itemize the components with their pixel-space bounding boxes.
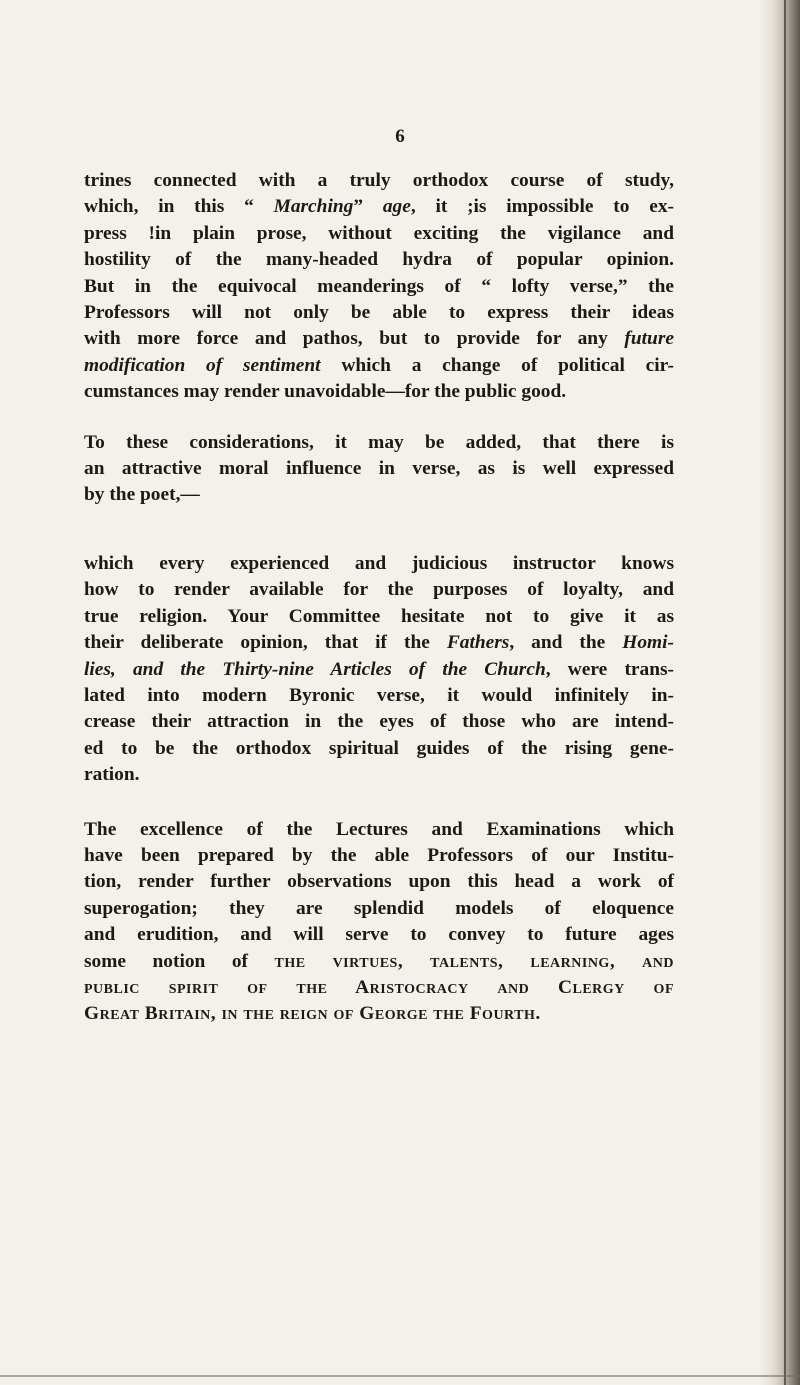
text-fragment: which a change of political cir- <box>320 354 674 376</box>
text-fragment: which, in this “ <box>84 196 274 218</box>
paragraph-3 <box>84 551 674 789</box>
text-fragment: some notion of <box>84 950 275 972</box>
page-number: 6 <box>395 126 405 147</box>
text-line: which every experienced and judicious instructor knows <box>84 552 674 574</box>
text-fragment: with more force and pathos, but to provide for any <box>84 328 625 350</box>
text-line: by the poet,— <box>84 484 200 506</box>
text-line: have been prepared by the able Professors of our Institu- <box>84 844 674 866</box>
text-line <box>84 353 674 379</box>
text-line: lated into modern Byronic verse, it would infinitely in- <box>84 684 674 706</box>
paragraph-1 <box>84 168 674 406</box>
text-line: Great Britain, in the reign of George the Fourth. <box>84 1003 541 1025</box>
text-line <box>84 194 674 220</box>
text-line: hostility of the many-headed hydra of popular opinion. <box>84 249 674 271</box>
text-line: crease their attraction in the eyes of those who are intend- <box>84 711 674 733</box>
italic-phrase-modification: modification of sentiment <box>84 354 321 376</box>
text-line: true religion. Your Committee hesitate not to give it as <box>84 605 674 627</box>
text-line <box>84 326 674 352</box>
italic-phrase-articles: lies, and the Thirty-nine Articles of the Church <box>84 658 546 680</box>
text-line: how to render available for the purposes of loyalty, and <box>84 579 674 601</box>
text-line: But in the equivocal meanderings of “ lofty verse,” the <box>84 275 674 297</box>
text-line: cumstances may render unavoidable—for the public good. <box>84 381 567 403</box>
italic-term-marching: Marching <box>273 196 354 218</box>
text-line: ed to be the orthodox spiritual guides of the rising gene- <box>84 737 674 759</box>
text-fragment: their deliberate opinion, that if the <box>84 632 447 654</box>
italic-term-age: age <box>382 196 411 218</box>
page-edge-line <box>784 0 786 1385</box>
text-line: ration. <box>84 764 140 786</box>
book-spine-shadow <box>758 0 800 1385</box>
page-bottom-edge <box>0 1375 800 1377</box>
text-line: superogation; they are splendid models of eloquence <box>84 897 674 919</box>
text-line: an attractive moral influence in verse, as is well expressed <box>84 458 674 480</box>
page-body <box>84 168 674 1028</box>
small-caps-phrase: the virtues, talents, learning, and <box>274 950 675 972</box>
text-fragment: , and the <box>509 632 623 654</box>
italic-term-future: future <box>624 328 674 350</box>
text-fragment: , were trans- <box>545 658 674 680</box>
text-line: To these considerations, it may be added, that there is <box>84 431 674 453</box>
text-line: Professors will not only be able to express their ideas <box>84 302 674 324</box>
text-line <box>84 949 674 975</box>
text-line: and erudition, and will serve to convey to future ages <box>84 924 674 946</box>
text-fragment: ” <box>353 196 383 218</box>
text-line: press !in plain prose, without exciting the vigilance and <box>84 222 674 244</box>
italic-term-fathers: Fathers <box>446 632 510 654</box>
text-line: trines connected with a truly orthodox course of study, <box>84 170 674 191</box>
text-line: The excellence of the Lectures and Examinations which <box>84 818 674 840</box>
text-line <box>84 657 674 683</box>
text-line <box>84 630 674 656</box>
paragraph-2 <box>84 430 674 509</box>
text-line: public spirit of the Aristocracy and Clergy of <box>84 976 674 998</box>
italic-term-homilies: Homi- <box>622 632 674 654</box>
paragraph-4 <box>84 817 674 1028</box>
text-fragment: , it ;is impossible to ex- <box>410 196 674 218</box>
text-line: tion, render further observations upon this head a work of <box>84 871 674 893</box>
